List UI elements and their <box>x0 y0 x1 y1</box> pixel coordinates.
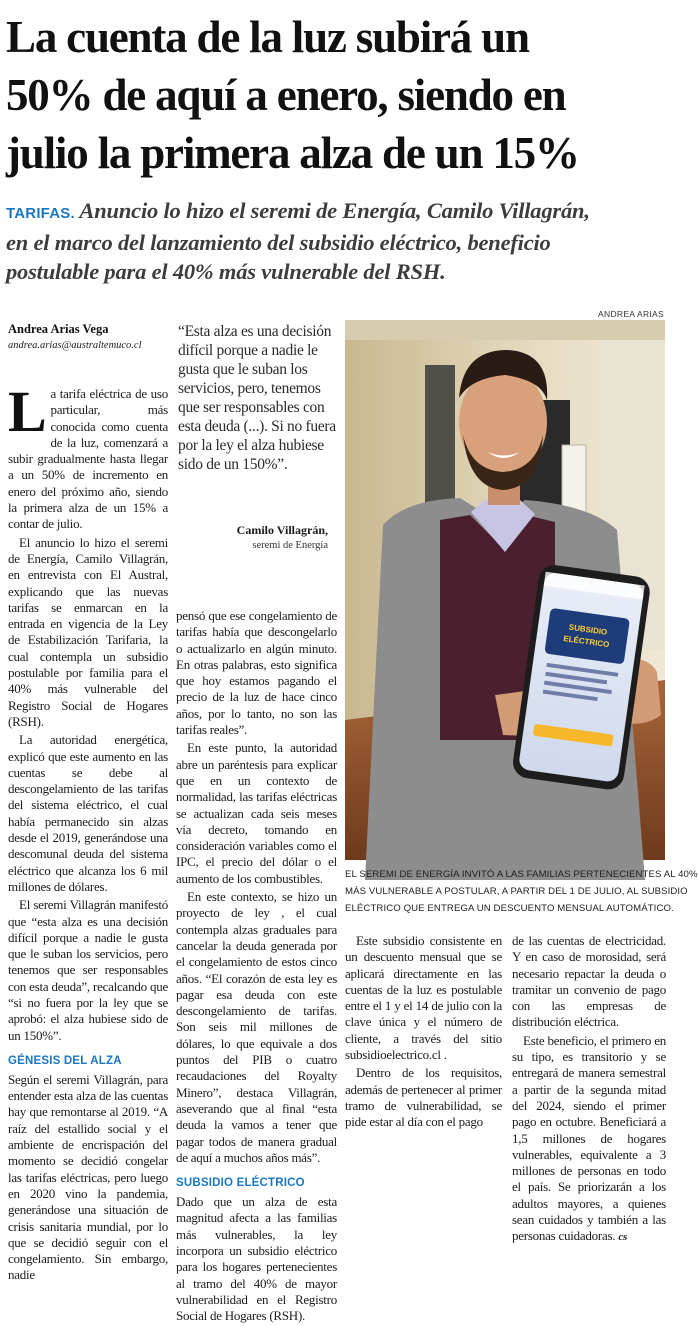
deck-line: Anuncio lo hizo el seremi de Energía, Camilo Villagrán, <box>79 198 590 223</box>
article-column-1 <box>8 379 168 1286</box>
pull-quote-attribution <box>178 522 328 553</box>
caption-line: EL SEREMI DE ENERGÍA INVITÓ A LAS FAMILIAS PERTENECIENTES AL 40% <box>345 869 698 880</box>
headline-line: La cuenta de la luz subirá un <box>6 12 529 62</box>
paragraph: Dado que un alza de esta magnitud afecta a las familias más vulnerables, la ley incorpora un subsidio eléctrico para los hogares pertenecientes al tramo del 40% de mayor vulnerabilidad en el Registro Social de Hogares (RSH). <box>176 1194 337 1324</box>
paragraph: En este punto, la autoridad abre un paréntesis para explicar que en un contexto de normalidad, las tarifas eléctricas se actualizan cada seis meses vía decreto, tomando en consideración variables como el IPC, el precio del dólar o el aumento de los combustibles. <box>176 740 337 886</box>
paragraph: La autoridad energética, explicó que este aumento en las cuentas se debe al descongelamiento de las tarifas del sistema eléctrico, el cual había permanecido sin alzas desde el 2019, generándose una descomunal deuda del sistema eléctrico que alcanza los 6 mil millones de dólares. <box>8 732 168 894</box>
pull-quote: “Esta alza es una decisión difícil porque a nadie le gusta que le suban los servicios, pero, tenemos que ser responsables con esta deuda (...). Si no fuera por la ley el alza hubiese sido de un 150%”. <box>178 323 336 473</box>
headline-line: 50% de aquí a enero, siendo en <box>6 70 566 120</box>
phone-screen-title: SUBSIDIO <box>568 622 608 637</box>
byline <box>8 321 168 354</box>
paragraph: El seremi Villagrán manifestó que “esta alza es una decisión difícil porque a nadie le gusta que le suban los servicios, pero tenemos que ser responsables con esta deuda”, recalcando que “si no fuera por la ley que se aprobó: el alza hubiese sido de un 150%”. <box>8 897 168 1043</box>
paragraph: pensó que ese congelamiento de tarifas había que descongelarlo o actualizarlo en algún minuto. En otras palabras, esto significa que hoy estamos pagando el precio de la luz de hace cinco años, por lo tanto, no son las tarifas reales”. <box>176 608 337 738</box>
quote-author: Camilo Villagrán, <box>236 523 328 537</box>
paragraph: de las cuentas de electricidad. Y en caso de morosidad, será necesario repactar la deuda o tramitar un convenio de pago con las empresas de distribución eléctrica. <box>512 933 666 1030</box>
paragraph: Este subsidio consistente en un descuento mensual que se aplicará directamente en las cuentas de la luz es postulable entre el 1 y el 14 de julio con la clave única y el número de cliente, a través del sitio subsidioelectrico.cl . <box>345 933 502 1063</box>
caption-line: MÁS VULNERABLE A POSTULAR, A PARTIR DEL 1 DE JULIO, AL SUBSIDIO <box>345 886 688 897</box>
end-mark: cs <box>618 1231 627 1244</box>
photo-credit: ANDREA ARIAS <box>598 309 664 319</box>
lead-paragraph: La tarifa eléctrica de uso particular, más conocida como cuenta de la luz, comenzará a subir gradualmente hasta llegar a un 50% de incremento en enero del próximo año, siendo la primera alza de un 15% a contar de julio. <box>8 379 168 532</box>
paragraph: El anuncio lo hizo el seremi de Energía, Camilo Villagrán, en entrevista con El Austral, explicando que las nuevas tarifas se enmarcan en la entrada en vigencia de la Ley de Estabilización Tarifaria, la cual contempla un subsidio postulable por familia para el 40% más vulnerable del Registro Social de Hogares (RSH). <box>8 534 168 729</box>
author-name: Andrea Arias Vega <box>8 322 109 336</box>
phone-screen-subtitle: ELÉCTRICO <box>562 633 610 650</box>
quote-role: seremi de Energía <box>252 540 328 551</box>
article-column-3 <box>345 933 502 1133</box>
deck-line: en el marco del lanzamiento del subsidio eléctrico, beneficio <box>6 230 551 255</box>
subhead-subsidio: SUBSIDIO ELÉCTRICO <box>176 1177 305 1190</box>
headline-line: julio la primera alza de un 15% <box>6 128 579 178</box>
dropcap: L <box>8 379 47 444</box>
subhead-genesis: GÉNESIS DEL ALZA <box>8 1054 122 1067</box>
deck-line: postulable para el 40% más vulnerable del RSH. <box>6 259 446 284</box>
article-column-4 <box>512 933 666 1248</box>
article-column-2 <box>176 608 337 1326</box>
photo-caption <box>345 866 698 917</box>
headline <box>6 8 668 182</box>
article-photo <box>345 320 665 860</box>
section-tag: TARIFAS. <box>6 205 75 222</box>
paragraph: Este beneficio, el primero en su tipo, es transitorio y se entregará de manera semestral a partir de la segunda mitad del 2024, siendo el primer pago en octubre. Beneficiará a 1,5 millones de hogares vulnerables, equivalente a 3 millones de personas en todo el país. Se priorizarán a los adultos mayores, a quienes sean cuidados y también a las personas cuidadoras. cs <box>512 1032 666 1244</box>
caption-line: ELÉCTRICO QUE ENTREGA UN DESCUENTO MENSUAL AUTOMÁTICO. <box>345 903 674 914</box>
author-email[interactable]: andrea.arias@australtemuco.cl <box>8 340 142 351</box>
paragraph: Según el seremi Villagrán, para entender esta alza de las cuentas hay que remontarse al 2019. “A raíz del estallido social y el ambiente de encrispación del momento se decidió congelar las tarifas eléctricas, pero luego en 2020 vino la pandemia, generándose una situación de crisis sanitaria mundial, por lo que se decidió seguir con el congelamiento. Sin embargo, nadie <box>8 1071 168 1283</box>
paragraph: Dentro de los requisitos, además de pertenecer al primer tramo de vulnerabilidad, se pide estar al día con el pago <box>345 1065 502 1130</box>
deck <box>6 196 668 286</box>
paragraph: En este contexto, se hizo un proyecto de ley , el cual contempla alzas graduales para cancelar la deuda generada por el congelamiento de estos cinco años. “El corazón de esta ley es pagar esa deuda con este descongelamiento de tarifas. Son seis mil millones de dólares, lo que equivale a dos puntos del PIB o cuatro recaudaciones del Royalty Minero”, destaca Villagrán, aseverando que al final “esta deuda la vamos a tener que pagar todos de manera gradual de aquí a muchos años más”. <box>176 889 337 1165</box>
